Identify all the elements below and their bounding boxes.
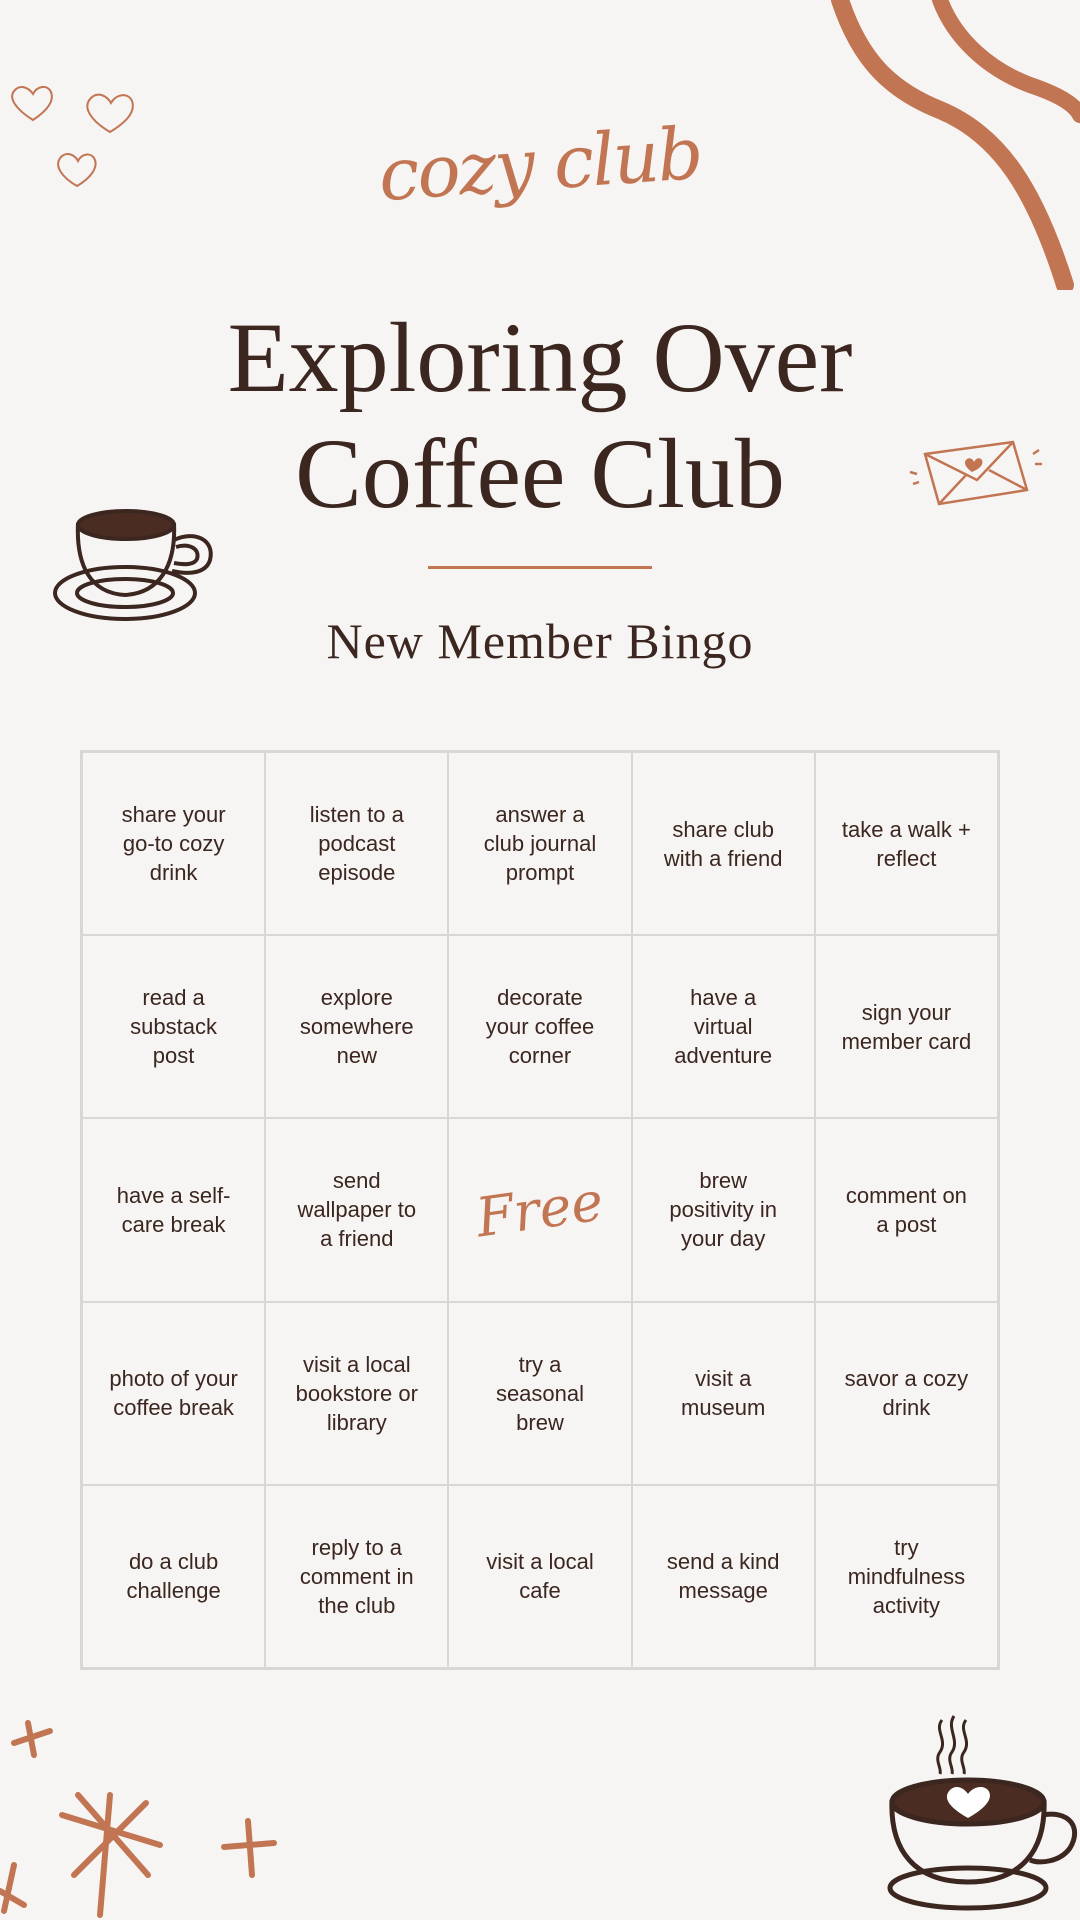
sparkles-icon — [0, 1715, 290, 1920]
brand-script: cozy club — [375, 110, 705, 218]
bingo-cell — [632, 935, 815, 1118]
bingo-cell-text: savor a cozy drink — [844, 1366, 969, 1421]
bingo-cell — [632, 1485, 815, 1668]
bingo-cell-text: answer a club journal prompt — [483, 802, 597, 886]
bingo-cell — [815, 1485, 998, 1668]
bingo-cell — [265, 1485, 448, 1668]
bingo-cell — [82, 1302, 265, 1485]
bingo-cell-text: have a self-care break — [116, 1182, 231, 1237]
title-line-1: Exploring Over — [227, 302, 853, 413]
bingo-cell — [265, 1118, 448, 1301]
title-divider — [428, 566, 652, 569]
bingo-cell-text: decorate your coffee corner — [485, 985, 595, 1069]
bingo-cell — [82, 752, 265, 935]
bingo-cell — [448, 752, 631, 935]
bingo-cell-text: read a substack post — [130, 985, 217, 1069]
bingo-cell — [448, 1302, 631, 1485]
bingo-cell — [815, 935, 998, 1118]
page-title — [0, 300, 1080, 532]
bingo-cell-text: try mindfulness activity — [847, 1534, 966, 1618]
bingo-cell-text: visit a local cafe — [486, 1549, 594, 1604]
bingo-cell-text: send wallpaper to a friend — [297, 1168, 417, 1252]
bingo-cell-text: visit a local bookstore or library — [295, 1351, 418, 1435]
bingo-cell — [265, 1302, 448, 1485]
bingo-cell-text: listen to a podcast episode — [309, 802, 404, 886]
bingo-cell — [82, 935, 265, 1118]
bingo-cell-text: comment on a post — [845, 1182, 967, 1237]
free-space-text: Free — [472, 1169, 608, 1251]
bingo-free-cell — [448, 1118, 631, 1301]
bingo-cell-text: share club with a friend — [663, 816, 783, 871]
bingo-cell — [632, 1302, 815, 1485]
bingo-cell — [815, 752, 998, 935]
bingo-cell-text: take a walk + reflect — [841, 816, 971, 871]
bingo-cell — [265, 752, 448, 935]
title-line-2: Coffee Club — [295, 418, 785, 529]
bingo-cell-text: visit a museum — [681, 1366, 766, 1421]
bingo-cell-text: brew positivity in your day — [669, 1168, 777, 1252]
bingo-cell — [815, 1118, 998, 1301]
bingo-cell — [448, 935, 631, 1118]
bingo-cell — [265, 935, 448, 1118]
bingo-grid — [80, 750, 1000, 1670]
bingo-cell-text: try a seasonal brew — [495, 1351, 585, 1435]
bingo-cell-text: reply to a comment in the club — [299, 1534, 414, 1618]
bingo-cell — [815, 1302, 998, 1485]
bingo-cell — [82, 1485, 265, 1668]
bingo-cell-text: do a club challenge — [126, 1549, 221, 1604]
bingo-cell — [632, 1118, 815, 1301]
bingo-cell-text: share your go-to cozy drink — [121, 802, 226, 886]
steaming-heart-mug-icon — [870, 1710, 1080, 1920]
bingo-cell — [448, 1485, 631, 1668]
bingo-cell — [82, 1118, 265, 1301]
bingo-cell-text: photo of your coffee break — [109, 1366, 238, 1421]
bingo-cell-text: explore somewhere new — [299, 985, 414, 1069]
bingo-cell-text: send a kind message — [666, 1549, 780, 1604]
bingo-cell-text: sign your member card — [841, 999, 972, 1054]
page-subtitle: New Member Bingo — [326, 613, 754, 669]
bingo-cell — [632, 752, 815, 935]
bingo-cell-text: have a virtual adventure — [674, 985, 773, 1069]
